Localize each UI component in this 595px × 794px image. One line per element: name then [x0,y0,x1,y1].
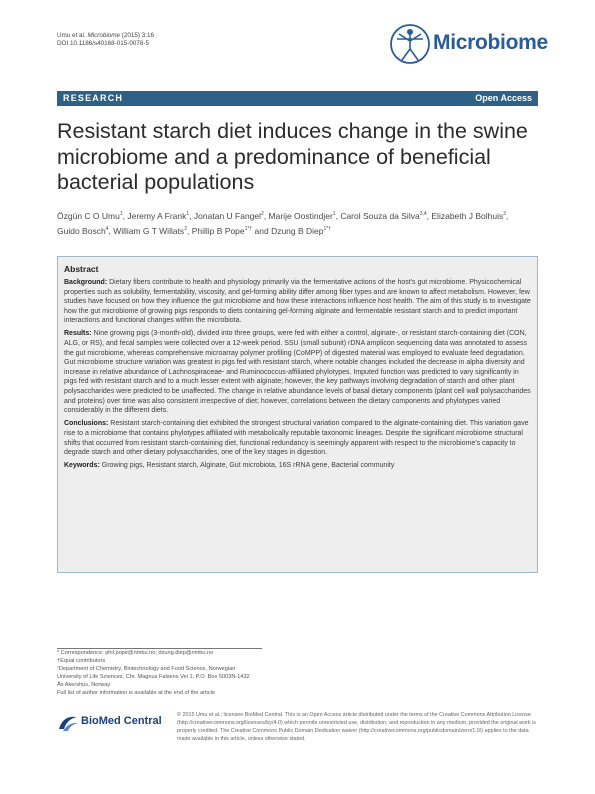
citation-journal: Microbiome [87,32,120,39]
footnote-affiliation-2: University of Life Sciences, Chr. Magnus Falsens Vei 1, P.O. Box 5003N-1432 [57,673,250,680]
author-affiliation-mark: 3 [503,211,506,217]
footnote-full-list: Full list of author information is available at the end of the article [57,689,215,696]
footnote-affiliation-3: Ås Akershus, Norway [57,681,111,688]
abstract-heading: Abstract [64,264,99,274]
author-list: Özgün C O Umu$^1$, Jeremy A Frank$^1$, Jonatan U Fangel$^2$, Marije Oostindjer$^1$, Carol Souza da Silva$^{3,4}$, Elizabeth J Bolhuis$^3$, Guido Bosch$^4$, William G T Willats$^2$, Phillip B Pope$^{1*\dagger}$ and Dzung B Diep$^{1*\dagger}$ [57,211,509,236]
footnote-affiliation: ¹Department of Chemistry, Biotechnology and Food Science, Norwegian [57,665,236,672]
section-label: RESEARCH [63,93,124,103]
author-affiliation-mark: 1 [119,211,123,217]
abstract-keywords: Keywords: Growing pigs, Resistant starch, Alginate, Gut microbiota, 16S rRNA gene, Bacterial community [64,462,395,470]
citation-volume: (2015) 3:16 [121,32,154,39]
bmc-swoosh-icon [57,713,79,733]
author-affiliation-mark: 2 [261,211,264,217]
vitruvian-figure-icon [389,23,431,65]
citation-doi: DOI 10.1186/s40168-015-0078-5 [57,40,149,48]
author-name: Jeremy A Frank$^1$ [127,211,190,221]
citation-authors: Umu et al. [57,32,86,39]
author-affiliation-mark: 1*† [323,226,332,232]
author-name: Özgün C O Umu$^1$ [57,211,123,221]
author-affiliation-mark: 2 [184,226,187,232]
footnotes [57,650,292,697]
author-name: Phillip B Pope$^{1*\dagger}$ [191,226,253,236]
author-name: Marije Oostindjer$^1$ [268,211,336,221]
author-name: Jonatan U Fangel$^2$ [193,211,264,221]
license-text: © 2015 Umu et al.; licensee BioMed Central. This is an Open Access article distributed under the terms of the Creative Commons Attribution License (http://creativecommons.org/licenses/by/4.0) which permits unrestricted use, distribution, and reproduction in any medium, provided the original work is properly credited. The Creative Commons Public Domain Dedication waiver (http://creativecommons.org/publicdomain/zero/1.0/) applies to the data made available in this article, unless otherwise stated. [177,712,536,743]
author-name: Guido Bosch$^4$ [57,226,109,236]
footnote-rule [57,648,262,649]
author-affiliation-mark: 1*† [244,226,253,232]
microbiome-logo [389,22,548,66]
abstract-conclusions: Conclusions: Resistant starch-containing diet exhibited the strongest structural variation compared to the alginate-containing diet. This variation gave rise to a microbiome that contains phylotypes affiliated with metabolically reputable taxonomic lineages. Despite the significant microbiome structural shifts that occurred from resistant starch-containing diet, functional redundancy is seemingly apparent with respect to the microbiome's capacity to degrade starch and other dietary polysaccharides, one of the key stages in digestion. [64,420,529,457]
abstract-box [57,256,538,573]
citation [57,32,154,49]
biomed-central-logo [57,711,177,735]
microbiome-wordmark: Microbiome [433,31,548,54]
author-name: Dzung B Diep$^{1*\dagger}$ [271,226,332,236]
footnote-equal: †Equal contributors [57,657,106,664]
author-affiliation-mark: 4 [105,226,109,232]
author-affiliation-mark: 1 [332,211,336,217]
author-name: Elizabeth J Bolhuis$^3$ [431,211,506,221]
footnote-correspondence: * Correspondence: phil.pope@nmbu.no; dzung.diep@nmbu.no [57,650,214,656]
article-title: Resistant starch diet induces change in the swine microbiome and a predominance of beneficial bacterial populations [57,119,528,194]
abstract-results: Results: Nine growing pigs (3-month-old), divided into three groups, were fed with either a control, alginate-, or resistant starch-containing diet (CON, ALG, or RS), and fecal samples were collected over a 12-week period. SSU (small subunit) rDNA amplicon sequencing data was annotated to assess the gut microbiome, whereas comprehensive microarray polymer profiling (CoMPP) of digested material was employed to evaluate feed degradation. Gut microbiome structure variation was greatest in pigs fed with resistant starch, where notable changes included the decrease in alpha diversity and increase in relative abundance of Lachnospiraceae- and Ruminococcus-affiliated phylotypes. Imputed function was predicted to vary significantly in pigs fed with resistant starch and to a much lesser extent with alginate; however, the key pathways involving degradation of starch and other plant polysaccharides were predicted to be unaffected. The change in relative abundance levels of basal dietary components (plant cell wall polysaccharides and proteins) over time was also consistent irrespective of diet; however, correlations between the dietary components and phylotypes varied considerably in the different diets. [64,330,531,415]
author-affiliation-mark: 1 [186,211,190,217]
open-access-label: Open Access [475,93,532,103]
biomed-central-wordmark: BioMed Central [81,715,162,727]
section-band [57,91,538,106]
author-name: Carol Souza da Silva$^{3,4}$ [340,211,427,221]
author-conjunction: and [254,226,272,236]
abstract-background: Background: Dietary fibers contribute to health and physiology primarily via the fermentative actions of the host's gut microbiome. Physicochemical properties such as solubility, fermentability, viscosity, and gel-forming ability differ among fiber types and are known to affect metabolism. However, few studies have focused on how they influence the gut microbiome and how these interactions influence host health. The aim of this study is to investigate how the gut microbiome of growing pigs responds to diets containing gel-forming alginate and fermentable resistant starch and to predict important interactions and functional changes within the microbiota. [64,279,531,325]
author-affiliation-mark: 3,4 [419,211,427,217]
author-name: William G T Willats$^2$ [113,226,187,236]
